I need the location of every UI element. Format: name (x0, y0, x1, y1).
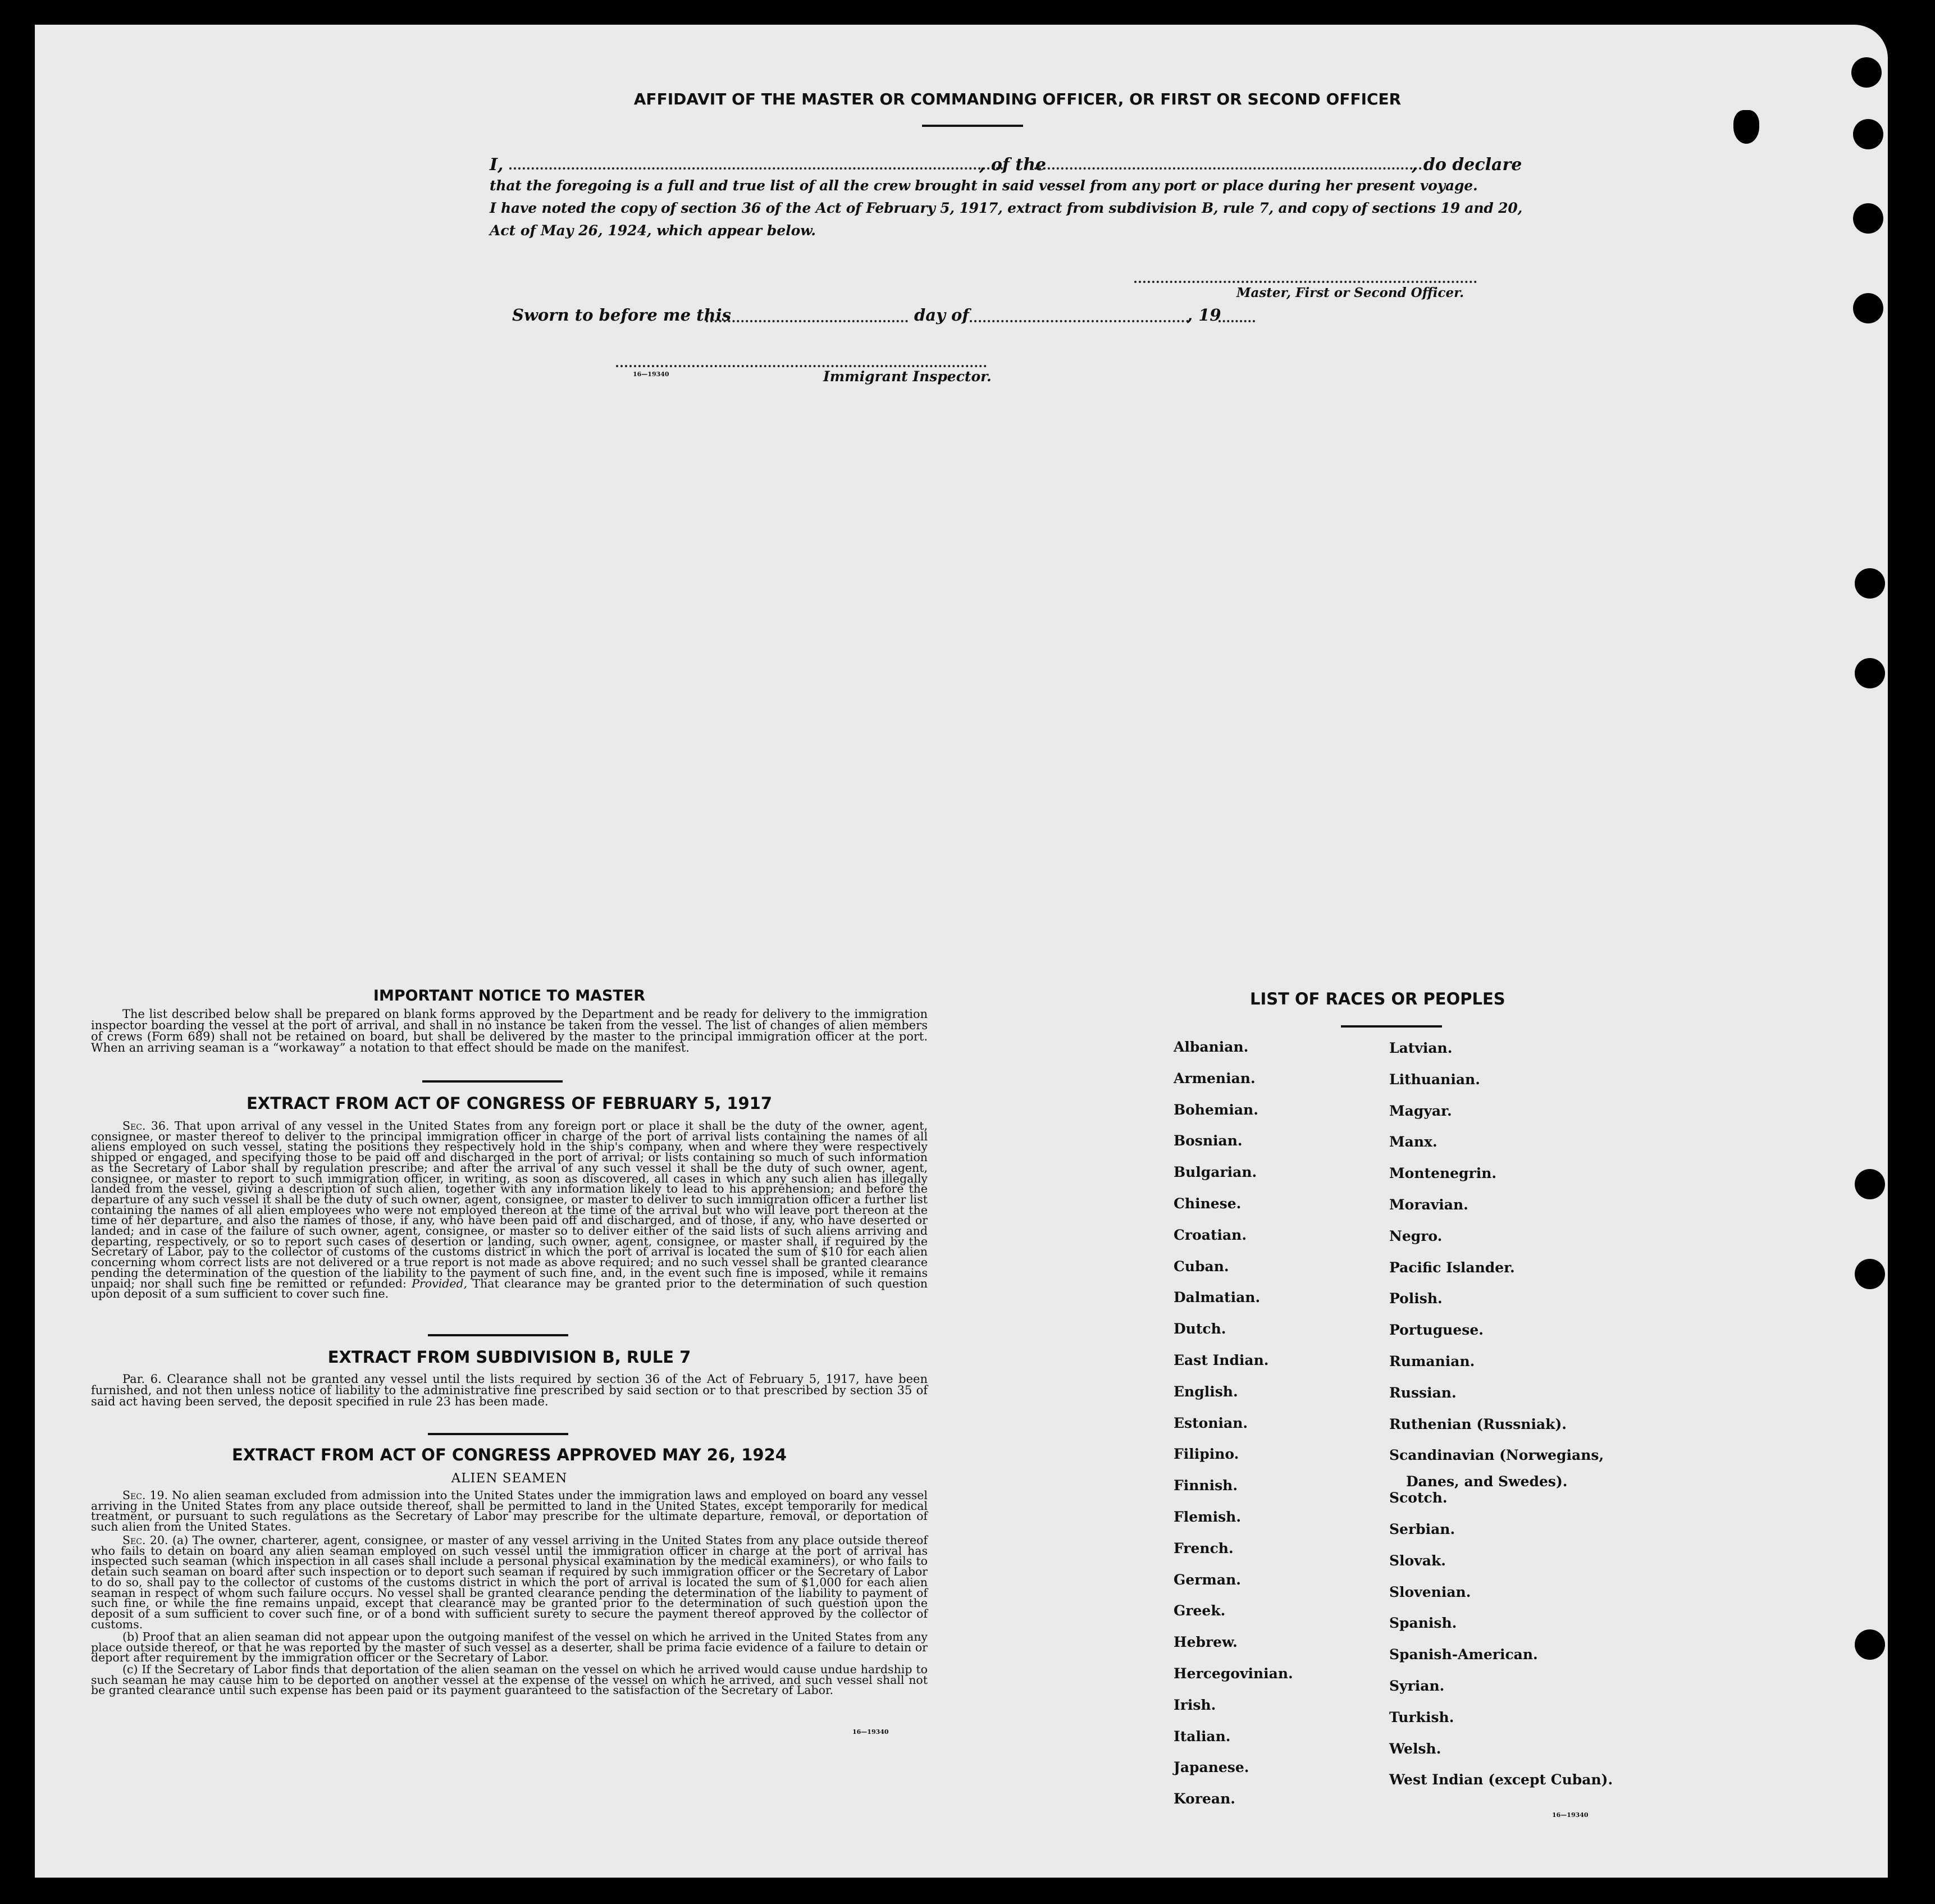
section-rule (428, 1334, 568, 1336)
race-item: Turkish. (1389, 1709, 1454, 1725)
race-item: Flemish. (1174, 1509, 1242, 1525)
race-item: Slovenian. (1389, 1583, 1471, 1600)
affidavit-line1-i: I, (490, 155, 504, 175)
title-rule (922, 125, 1023, 127)
race-item: East Indian. (1174, 1352, 1269, 1368)
punch-hole (1853, 293, 1883, 323)
race-item: Hercegovinian. (1174, 1665, 1293, 1682)
race-item: Serbian. (1389, 1521, 1455, 1537)
punch-hole (1851, 57, 1882, 88)
race-item: Moravian. (1389, 1197, 1468, 1213)
race-item: Cuban. (1174, 1258, 1229, 1275)
punch-hole (1855, 1629, 1885, 1660)
punch-hole (1855, 568, 1885, 599)
races-form-number: 16—19340 (1552, 1811, 1589, 1819)
race-item: Italian. (1174, 1728, 1231, 1745)
document-sheet (35, 25, 1888, 1878)
race-item: Bulgarian. (1174, 1164, 1257, 1181)
race-item: French. (1174, 1540, 1234, 1556)
race-item: Scotch. (1389, 1490, 1448, 1506)
race-item: Montenegrin. (1389, 1165, 1497, 1182)
rule7-title: EXTRACT FROM SUBDIVISION B, RULE 7 (327, 1348, 691, 1367)
race-item: Pacific Islander. (1389, 1259, 1515, 1276)
race-item: Ruthenian (Russniak). (1389, 1416, 1567, 1432)
punch-hole (1853, 203, 1883, 234)
sec-20c-body: (c) If the Secretary of Labor finds that deportation of the alien seaman on the vessel on which he arrived would cause undue hardship to such seaman he may cause him to be deported on another vessel at the expense of the vessel on which he arrived, and such vessel shall not be granted clearance until such expense has been paid or its payment guaranteed to the satisfaction of the Secretary of Labor. (91, 1663, 928, 1697)
name-field-line[interactable] (509, 167, 1003, 170)
sec-36-tail: That clearance may be granted prior to the determination of such question upon deposit of a sum sufficient to cover such fine. (91, 1276, 928, 1301)
extract-1924-title: EXTRACT FROM ACT OF CONGRESS APPROVED MAY 26, 1924 (232, 1445, 787, 1464)
sworn-month-line[interactable] (970, 320, 1189, 322)
races-title-rule (1341, 1025, 1442, 1028)
race-item: Albanian. (1174, 1039, 1249, 1055)
race-item: Scandinavian (Norwegians, (1389, 1447, 1604, 1464)
sec-36-text: That upon arrival of any vessel in the United States from any foreign port or place it shall be the duty of the owner, agent, consignee, or master thereof to deliver to the principal immigration officer in charge of the port of arrival lists containing the names of all aliens employed on such vessel, stating the positions they respectively hold in the ship's company, when and where they were respectively shipped or engaged, and specifying those to be paid off and discharged in the port of arrival; or lists containing so much of such information as the Secretary of Labor shall by regulation prescribe; and after the arrival of any such vessel it shall be the duty of such owner, agent, consignee, or master to report to such immigration officer, in writing, as soon as discovered, all cases in which any such alien has illegally landed from the vessel, giving a description of such alien, together with any information likely to lead to his apprehension; and before the departure of any such vessel it shall be the duty of such owner, agent, consignee, or master to deliver to such immigration officer a further list containing the names of all alien employees who were not employed thereon at the time of the arrival but who will leave port thereon at the time of her departure, and also the names of those, if any, who have been paid off and discharged, and of those, if any, who have deserted or landed; and in case of the failure of such owner, agent, consignee, or master so to deliver either of the said lists of such aliens arriving and departing, respectively, or so to report such cases of desertion or landing, such owner, agent, consignee, or master shall, if required by the Secretary of Labor, pay to the collector of customs of the customs district in which the port of arrival is located the sum of $10 for each alien concerning whom correct lists are not delivered or a true report is not made as above required; and no such vessel shall be granted clearance pending the determination of the question of the liability to the payment of such fine, and, in the event such fine is imposed, while it remains unpaid; nor shall such fine be remitted or refunded: (91, 1119, 928, 1290)
race-item: Estonian. (1174, 1414, 1248, 1431)
alien-seamen-subtitle: ALIEN SEAMEN (451, 1471, 568, 1486)
sec-19-body (91, 1490, 928, 1532)
race-item: Latvian. (1389, 1040, 1453, 1056)
affidavit-of-the: , of the (979, 155, 1047, 175)
race-item: Dutch. (1174, 1321, 1226, 1337)
race-item: West Indian (except Cuban). (1389, 1771, 1613, 1788)
sec-19-label: Sec. 19. (122, 1489, 168, 1502)
notice-body: The list described below shall be prepared on blank forms approved by the Department and be ready for delivery to the immigration inspector boarding the vessel at the port of arrival, and shall in no instance be taken from the vessel. The list of changes of alien members of crews (Form 689) shall not be retained on board, but shall be delivered by the master to the principal immigration officer at the port. When an arriving seaman is a “workaway” a notation to that effect should be made on the manifest. (91, 1007, 928, 1054)
day-of-text: day of (914, 305, 969, 325)
race-item: Irish. (1174, 1696, 1216, 1713)
punch-hole (1855, 1169, 1885, 1199)
sec-19-text: No alien seaman excluded from admission into the United States under the immigration laws and employed on board any vessel arriving in the United States from any place outside thereof, shall be permitted to land in the United States, except temporarily for medical treatment, or pursuant to such regulations as the Secretary of Labor may prescribe for the ultimate departure, removal, or deportation of such alien from the United States. (91, 1489, 928, 1534)
affidavit-line4: Act of May 26, 1924, which appear below. (490, 222, 816, 239)
race-item: Lithuanian. (1389, 1071, 1480, 1088)
race-item: Greek. (1174, 1602, 1226, 1619)
extract-1917-title: EXTRACT FROM ACT OF CONGRESS OF FEBRUARY 5, 1917 (246, 1094, 773, 1113)
sec-20-label: Sec. 20. (122, 1533, 168, 1547)
inspector-signature-line[interactable] (616, 365, 987, 367)
race-item: Korean. (1174, 1791, 1236, 1807)
race-item: Spanish-American. (1389, 1646, 1538, 1663)
race-item: Magyar. (1389, 1102, 1452, 1119)
section-rule (422, 1080, 563, 1083)
punch-hole (1853, 119, 1883, 149)
signature-line[interactable] (1134, 281, 1477, 283)
races-title: LIST OF RACES OR PEOPLES (1250, 989, 1505, 1008)
race-item: German. (1174, 1571, 1241, 1588)
race-item: Negro. (1389, 1227, 1443, 1244)
race-item: English. (1174, 1383, 1238, 1400)
sec-20b-body: (b) Proof that an alien seaman did not appear upon the outgoing manifest of the vessel on which he arrived in the United States from any place outside thereof, or that he was reported by the master of such vessel as a deserter, shall be prima facie evidence of a failure to detain or deport after requirement by the immigration officer or the Secretary of Labor. (91, 1630, 928, 1665)
race-item: Welsh. (1389, 1740, 1441, 1757)
race-item: Dalmatian. (1174, 1289, 1261, 1306)
race-item: Russian. (1389, 1384, 1457, 1401)
race-item: Spanish. (1389, 1615, 1457, 1632)
inspector-label: Immigrant Inspector. (823, 368, 992, 385)
race-item: Syrian. (1389, 1678, 1445, 1694)
affidavit-line3: I have noted the copy of section 36 of the Act of February 5, 1917, extract from subdivision B, rule 7, and copy of sections 19 and 20, (490, 200, 1523, 216)
race-item: Croatian. (1174, 1226, 1247, 1243)
affidavit-title: AFFIDAVIT OF THE MASTER OR COMMANDING OFFICER, OR FIRST OR SECOND OFFICER (633, 90, 1402, 108)
extract-form-number: 16—19340 (852, 1728, 889, 1736)
sec-36-label: Sec. 36. (122, 1119, 170, 1133)
rule7-body: Par. 6. Clearance shall not be granted any vessel until the lists required by section 36 of the Act of February 5, 1917, have been furnished, and not then unless notice of liability to the administrative fine prescribed by said section or to that prescribed by section 35 of said act having been served, the deposit specified in rule 23 has been made. (91, 1372, 928, 1408)
race-item: Bosnian. (1174, 1133, 1243, 1149)
race-item: Portuguese. (1389, 1322, 1484, 1339)
race-item: Bohemian. (1174, 1101, 1258, 1118)
race-item: Manx. (1389, 1134, 1437, 1150)
race-item: Slovak. (1389, 1552, 1446, 1569)
extract-1917-body (91, 1121, 928, 1299)
provided-text: Provided, (412, 1276, 468, 1290)
punch-hole (1733, 110, 1759, 144)
vessel-field-line[interactable] (1034, 167, 1422, 170)
race-item: Hebrew. (1174, 1634, 1238, 1651)
punch-hole (1855, 658, 1885, 688)
race-item-scandinavian-cont: Danes, and Swedes). (1406, 1473, 1568, 1490)
race-item: Chinese. (1174, 1195, 1242, 1212)
affidavit-line2: that the foregoing is a full and true list of all the crew brought in said vessel from any port or place during her present voyage. (490, 177, 1478, 194)
sec-20a-text: (a) The owner, charterer, agent, consignee, or master of any vessel arriving in the United States from any place outside thereof who fails to detain on board any alien seaman employed on such vessel until the immigration officer in charge at the port of arrival has inspected such seaman (which inspection in all cases shall include a personal physical examination by the medical examiners), or who fails to detain such seaman on board after such inspection or to deport such seaman if required by such immigration officer or the Secretary of Labor to do so, shall pay to the collector of customs of the customs district in which the port of arrival is located the sum of $1,000 for each alien seaman in respect of whom such failure occurs. No vessel shall be granted clearance pending the determination of the liability to payment of such fine, or while the fine remains unpaid, except that clearance may be granted prior to the determination of such question upon the deposit of a sum sufficient to cover such fine, or of a bond with sufficient surety to secure the payment thereof approved by the collector of customs. (91, 1533, 928, 1631)
sworn-text: Sworn to before me this (512, 305, 731, 325)
year-text: , 19 (1187, 305, 1221, 325)
affidavit-do-declare: , do declare (1412, 155, 1522, 175)
signature-label: Master, First or Second Officer. (1236, 285, 1464, 300)
race-item: Japanese. (1174, 1759, 1249, 1776)
punch-hole (1855, 1259, 1885, 1289)
race-item: Rumanian. (1389, 1353, 1475, 1369)
affidavit-form-number: 16—19340 (633, 371, 669, 378)
race-item: Armenian. (1174, 1070, 1256, 1086)
race-item: Filipino. (1174, 1446, 1239, 1463)
sworn-year-line[interactable] (1218, 320, 1255, 322)
race-item: Polish. (1389, 1290, 1443, 1307)
race-item: Finnish. (1174, 1477, 1238, 1494)
notice-title: IMPORTANT NOTICE TO MASTER (373, 987, 646, 1004)
sworn-day-line[interactable] (706, 320, 908, 322)
section-rule (428, 1433, 568, 1435)
sec-20a-body (91, 1535, 928, 1629)
